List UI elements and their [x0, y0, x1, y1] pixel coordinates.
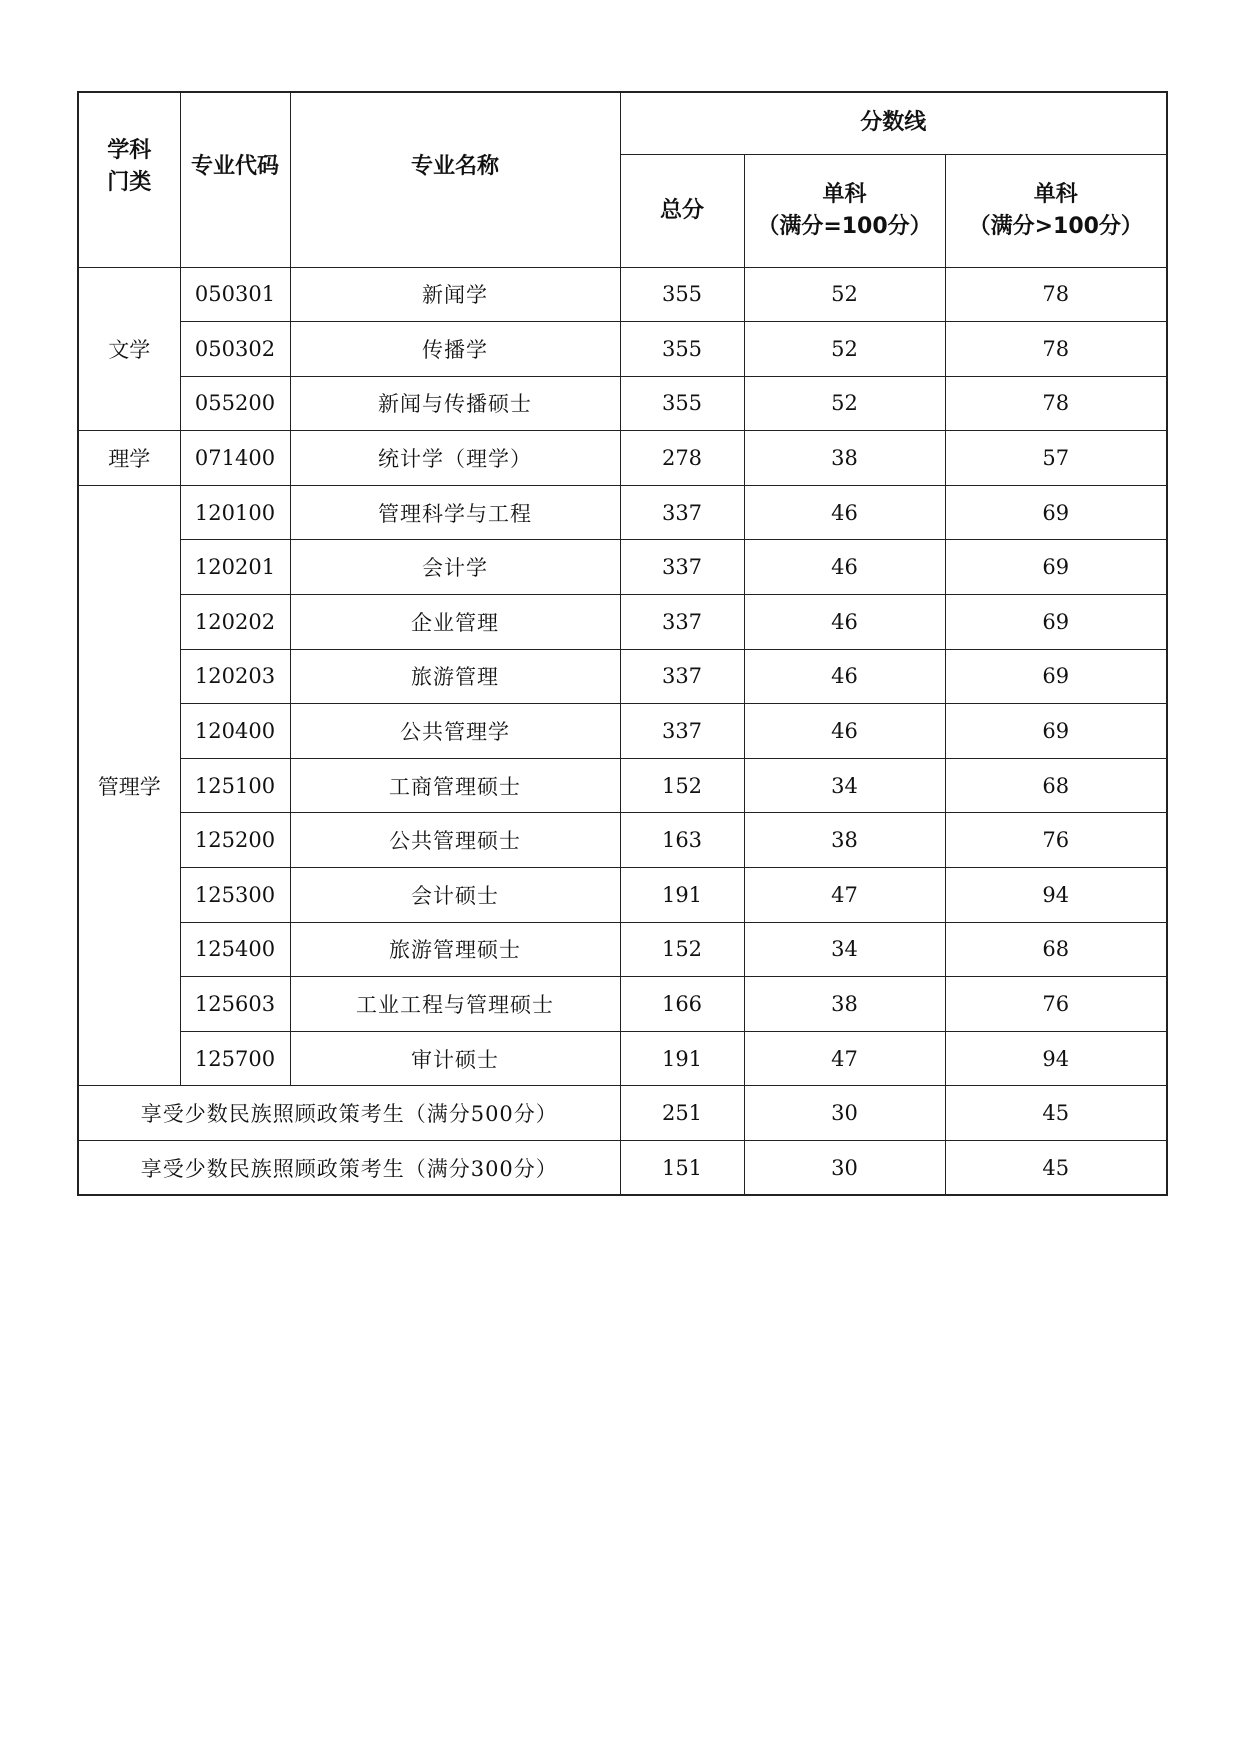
cell-total: 191 — [620, 868, 744, 923]
cell-single-100: 34 — [744, 922, 945, 977]
cell-single-over: 69 — [945, 704, 1167, 759]
cell-total: 152 — [620, 758, 744, 813]
cell-single-100: 46 — [744, 704, 945, 759]
cell-single-over: 69 — [945, 649, 1167, 704]
cell-total: 337 — [620, 704, 744, 759]
cell-single-100: 47 — [744, 1031, 945, 1086]
header-single-over-line1: 单科 — [1033, 181, 1078, 207]
cell-name: 会计学 — [290, 540, 620, 595]
cell-single-over: 94 — [945, 868, 1167, 923]
cell-name: 审计硕士 — [290, 1031, 620, 1086]
cell-total: 151 — [620, 1141, 744, 1196]
cell-code: 125100 — [180, 758, 290, 813]
table-row — [78, 322, 1167, 377]
cell-single-over: 69 — [945, 540, 1167, 595]
cell-code: 120201 — [180, 540, 290, 595]
cell-total: 152 — [620, 922, 744, 977]
cell-code: 050301 — [180, 267, 290, 322]
cell-total: 337 — [620, 649, 744, 704]
cell-single-over: 76 — [945, 977, 1167, 1032]
table-row — [78, 758, 1167, 813]
cell-name: 企业管理 — [290, 595, 620, 650]
cell-code: 125300 — [180, 868, 290, 923]
cell-code: 125603 — [180, 977, 290, 1032]
group-wenxue: 文学 — [78, 267, 180, 431]
cell-total: 337 — [620, 540, 744, 595]
cell-total: 337 — [620, 485, 744, 540]
cell-single-over: 76 — [945, 813, 1167, 868]
header-name: 专业名称 — [290, 92, 620, 267]
cell-code: 120202 — [180, 595, 290, 650]
header-single-over-line2: （满分>100分） — [968, 213, 1143, 239]
table-row — [78, 922, 1167, 977]
cell-single-100: 46 — [744, 485, 945, 540]
cell-total: 166 — [620, 977, 744, 1032]
cell-single-100: 38 — [744, 431, 945, 486]
header-total: 总分 — [620, 154, 744, 267]
cell-single-100: 52 — [744, 322, 945, 377]
header-score-line: 分数线 — [620, 92, 1167, 154]
cell-total: 191 — [620, 1031, 744, 1086]
header-single-100-line1: 单科 — [822, 181, 867, 207]
cell-code: 120100 — [180, 485, 290, 540]
cell-total: 278 — [620, 431, 744, 486]
table-row — [78, 704, 1167, 759]
cell-single-over: 68 — [945, 922, 1167, 977]
cell-name: 公共管理学 — [290, 704, 620, 759]
cell-single-100: 46 — [744, 595, 945, 650]
cell-single-100: 34 — [744, 758, 945, 813]
table-row — [78, 485, 1167, 540]
cell-single-100: 46 — [744, 540, 945, 595]
header-single-over-100 — [945, 154, 1167, 267]
cell-single-over: 78 — [945, 376, 1167, 431]
cell-code: 071400 — [180, 431, 290, 486]
cell-name: 新闻与传播硕士 — [290, 376, 620, 431]
cell-name: 旅游管理 — [290, 649, 620, 704]
header-single-100 — [744, 154, 945, 267]
cell-total: 337 — [620, 595, 744, 650]
table-row — [78, 267, 1167, 322]
cell-code: 055200 — [180, 376, 290, 431]
cell-single-over: 69 — [945, 595, 1167, 650]
table-row — [78, 868, 1167, 923]
cell-single-100: 52 — [744, 267, 945, 322]
cell-single-over: 94 — [945, 1031, 1167, 1086]
cell-code: 050302 — [180, 322, 290, 377]
cell-name: 工业工程与管理硕士 — [290, 977, 620, 1032]
table-row — [78, 431, 1167, 486]
cell-single-over: 69 — [945, 485, 1167, 540]
table-row — [78, 649, 1167, 704]
cell-single-over: 78 — [945, 322, 1167, 377]
cell-name: 统计学（理学） — [290, 431, 620, 486]
cell-total: 355 — [620, 267, 744, 322]
cell-code: 125700 — [180, 1031, 290, 1086]
table-row — [78, 977, 1167, 1032]
cell-code: 120400 — [180, 704, 290, 759]
cell-name: 公共管理硕士 — [290, 813, 620, 868]
cell-total: 251 — [620, 1086, 744, 1141]
cell-name: 管理科学与工程 — [290, 485, 620, 540]
cell-code: 120203 — [180, 649, 290, 704]
cell-name: 传播学 — [290, 322, 620, 377]
cell-single-100: 30 — [744, 1086, 945, 1141]
cell-single-100: 47 — [744, 868, 945, 923]
cell-single-over: 68 — [945, 758, 1167, 813]
minority-row — [78, 1141, 1167, 1196]
table-row — [78, 540, 1167, 595]
table-row — [78, 813, 1167, 868]
table-row — [78, 595, 1167, 650]
table-row — [78, 1031, 1167, 1086]
cell-code: 125200 — [180, 813, 290, 868]
cell-single-over: 57 — [945, 431, 1167, 486]
cell-name: 工商管理硕士 — [290, 758, 620, 813]
cell-name: 旅游管理硕士 — [290, 922, 620, 977]
table-row — [78, 376, 1167, 431]
cell-name: 新闻学 — [290, 267, 620, 322]
cell-single-over: 45 — [945, 1141, 1167, 1196]
cell-single-100: 38 — [744, 813, 945, 868]
minority-label: 享受少数民族照顾政策考生（满分500分） — [78, 1086, 620, 1141]
cell-single-over: 78 — [945, 267, 1167, 322]
cell-single-100: 30 — [744, 1141, 945, 1196]
header-single-100-line2: （满分=100分） — [757, 213, 932, 239]
cell-name: 会计硕士 — [290, 868, 620, 923]
minority-row — [78, 1086, 1167, 1141]
cell-single-100: 52 — [744, 376, 945, 431]
group-guanlixue: 管理学 — [78, 485, 180, 1086]
header-category: 学科门类 — [78, 92, 180, 267]
header-code: 专业代码 — [180, 92, 290, 267]
cell-total: 355 — [620, 376, 744, 431]
score-line-table — [77, 91, 1168, 1196]
cell-code: 125400 — [180, 922, 290, 977]
cell-single-100: 46 — [744, 649, 945, 704]
cell-single-100: 38 — [744, 977, 945, 1032]
cell-total: 163 — [620, 813, 744, 868]
minority-label: 享受少数民族照顾政策考生（满分300分） — [78, 1141, 620, 1196]
group-lixue: 理学 — [78, 431, 180, 486]
cell-total: 355 — [620, 322, 744, 377]
cell-single-over: 45 — [945, 1086, 1167, 1141]
